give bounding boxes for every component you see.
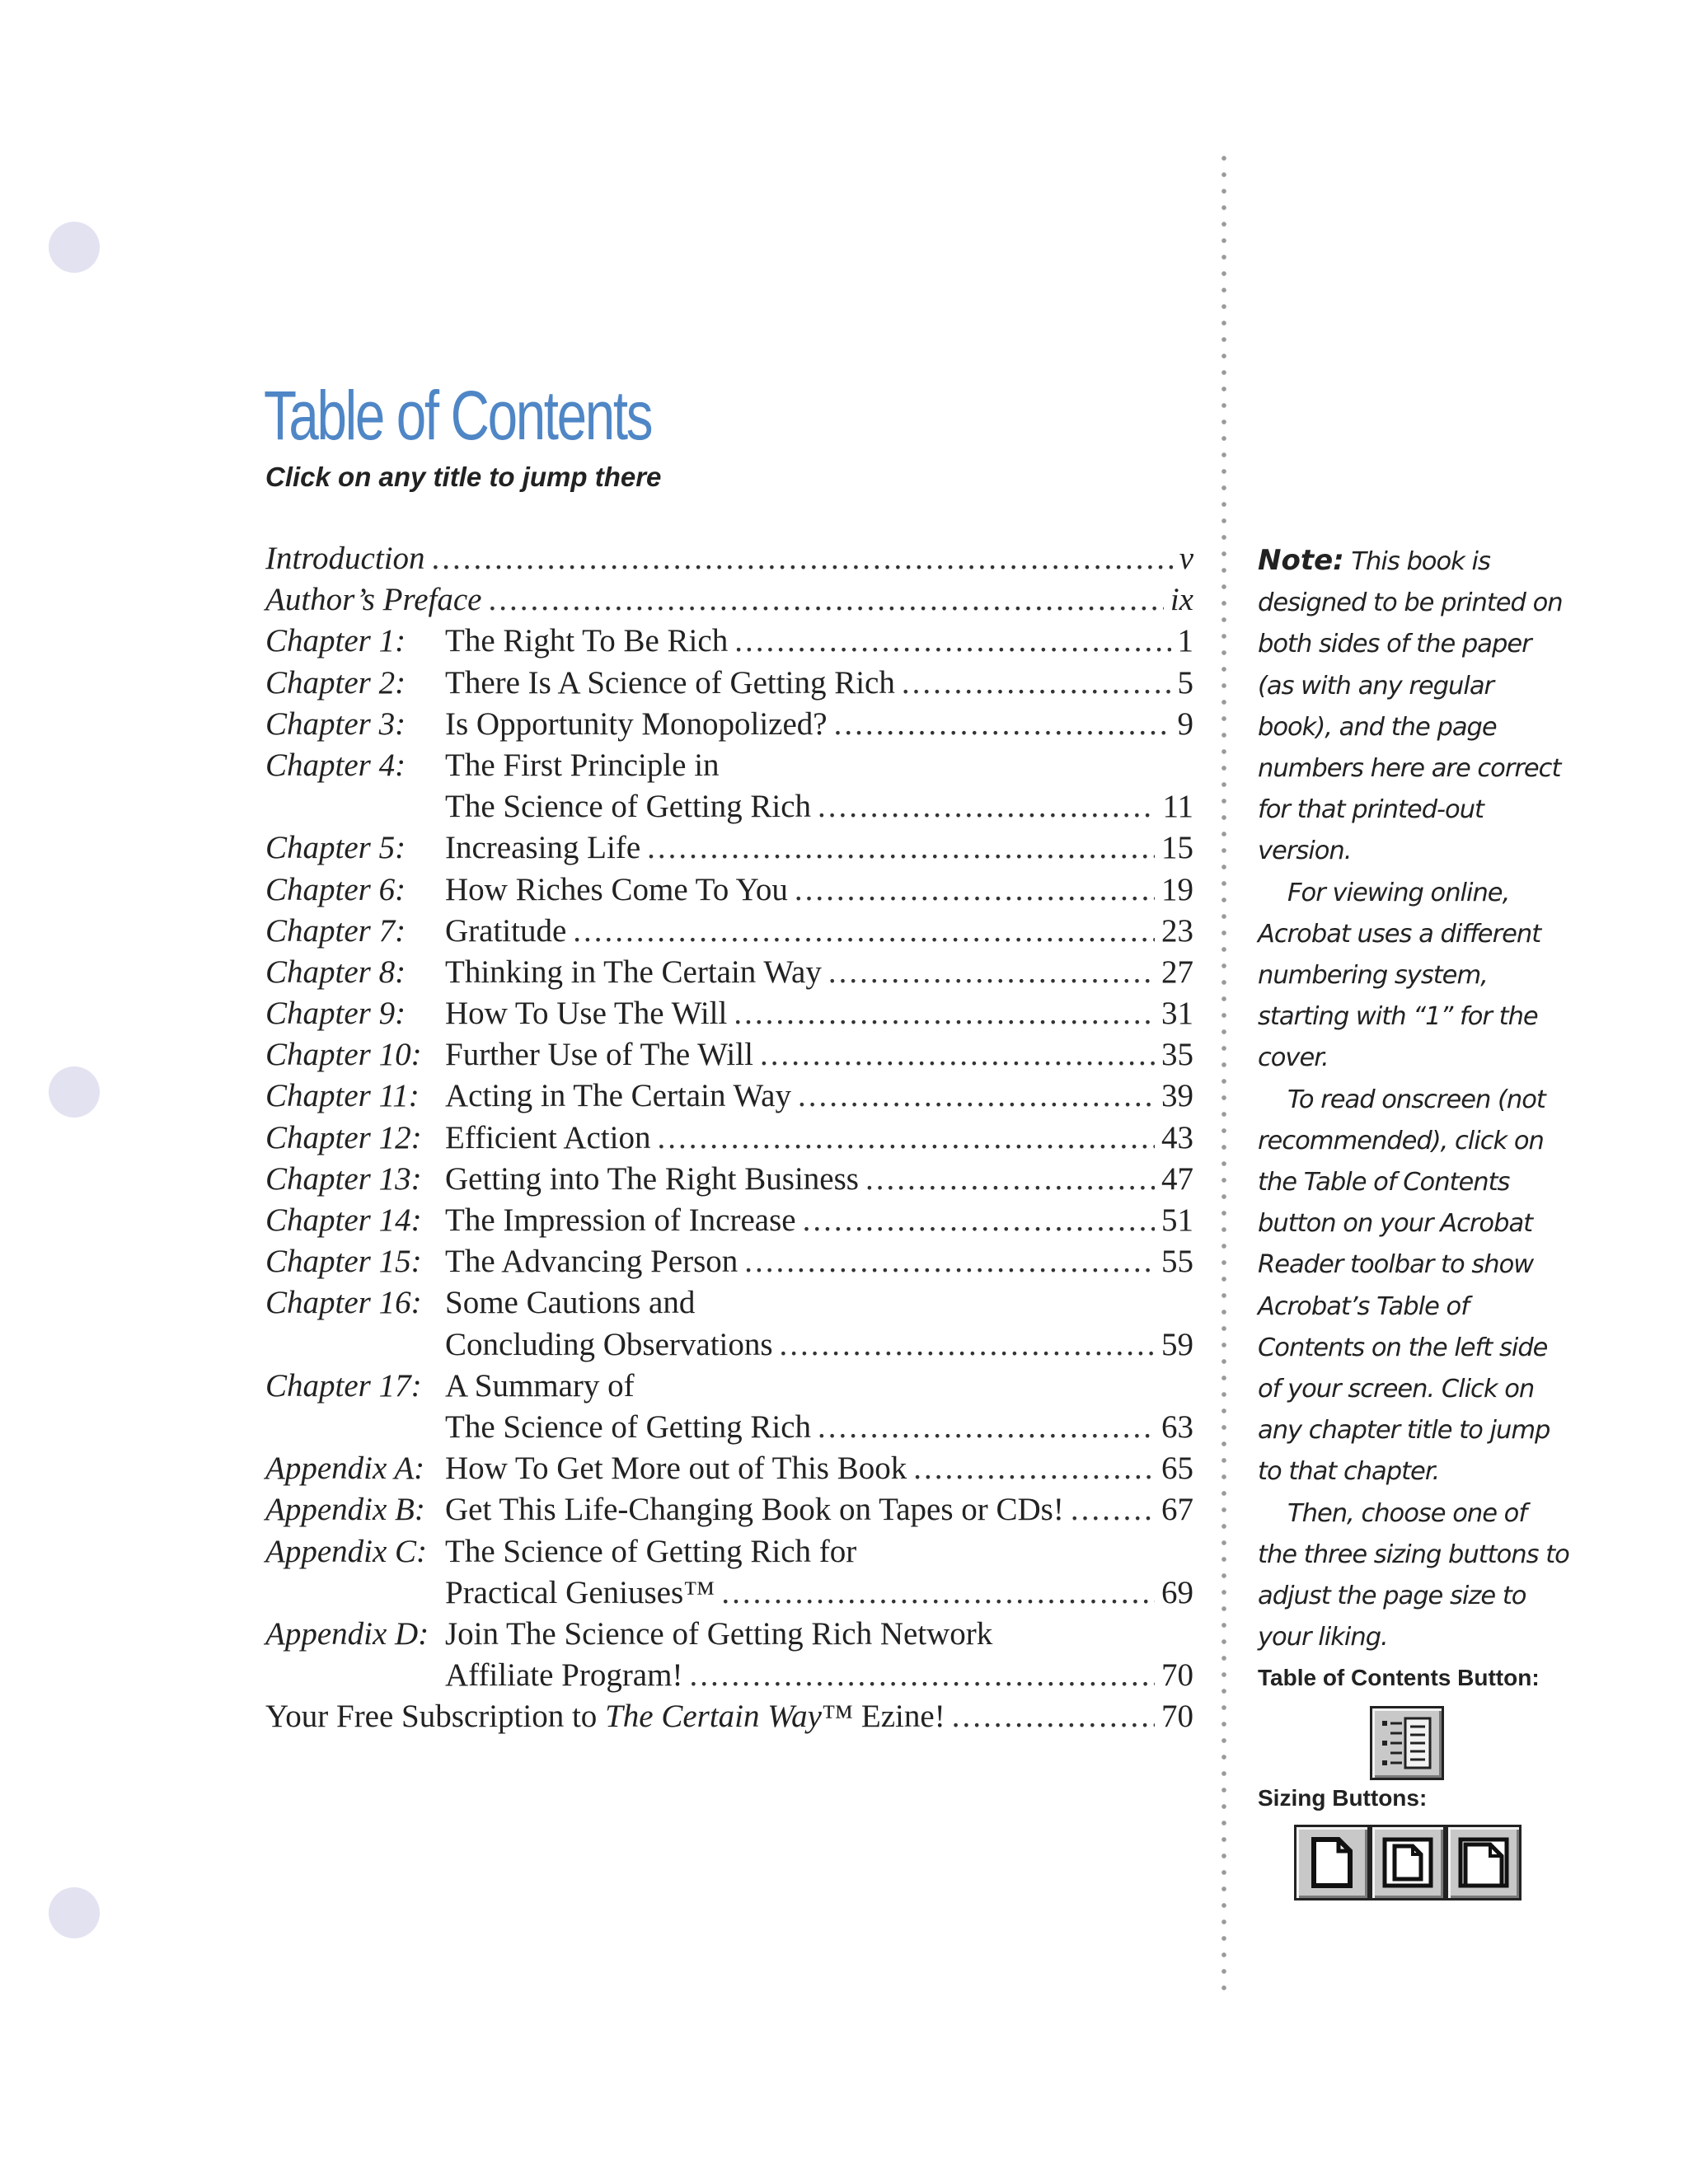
note-paragraph-2: For viewing online, Acrobat uses a different numbering system, starting with “1” for the cover. — [1258, 878, 1541, 1073]
toc-entry[interactable] — [265, 954, 1193, 995]
toc-page-number: 9 — [1177, 705, 1193, 742]
fit-page-icon — [1381, 1836, 1434, 1889]
toc-entry[interactable] — [265, 581, 1193, 622]
dot-leader — [952, 1698, 1155, 1735]
punch-hole — [49, 1066, 100, 1118]
toc-entry[interactable] — [265, 622, 1193, 663]
toc-entry-line — [265, 581, 1193, 622]
dot-leader — [760, 1036, 1155, 1073]
toc-entry[interactable] — [265, 829, 1193, 870]
toc-entry-title: Concluding Observations — [445, 1326, 773, 1362]
toc-entry-title: How To Use The Will — [445, 996, 728, 1032]
sizing-buttons-label: Sizing Buttons: — [1258, 1785, 1428, 1811]
toc-page-number: 5 — [1177, 664, 1193, 701]
toc-entry[interactable] — [265, 1036, 1193, 1077]
toc-page-number: 15 — [1161, 830, 1193, 866]
toc-entry[interactable] — [265, 1615, 1193, 1698]
toc-entry-line — [265, 1615, 1193, 1657]
toc-entry[interactable] — [265, 664, 1193, 705]
toc-entry-title: A Summary of — [445, 1367, 635, 1404]
fit-page-button[interactable] — [1370, 1825, 1446, 1900]
toc-page-number: ix — [1170, 582, 1193, 618]
toc-entry-line — [265, 829, 1193, 870]
toc-entry-line — [265, 1367, 1193, 1408]
toc-entry-label: Chapter 8: — [265, 954, 406, 990]
toc-entry[interactable] — [265, 1450, 1193, 1491]
toc-entry-line — [265, 1326, 1193, 1367]
dot-leader — [902, 664, 1171, 701]
toc-page-number: 35 — [1161, 1037, 1193, 1073]
toc-page-number: 63 — [1161, 1408, 1193, 1445]
toc-entry-label: Chapter 6: — [265, 871, 406, 907]
toc-entry-title: Gratitude — [445, 912, 567, 949]
toc-entry-title: The Right To Be Rich — [445, 623, 729, 659]
toc-entry-title: Is Opportunity Monopolized? — [445, 705, 828, 742]
toc-entry-label: Appendix D: — [265, 1615, 429, 1652]
toc-entry-title: Practical Geniuses™ — [445, 1574, 715, 1610]
toc-entry-label: Chapter 3: — [265, 705, 406, 742]
actual-size-button[interactable] — [1294, 1825, 1370, 1900]
toc-entry-line — [265, 1243, 1193, 1284]
toc-entry[interactable] — [265, 1367, 1193, 1450]
toc-entry-title: Thinking in The Certain Way — [445, 954, 822, 990]
toc-entry-line — [265, 788, 1193, 829]
dot-leader — [647, 829, 1155, 866]
dot-leader — [818, 1408, 1155, 1446]
toc-entry-label: Chapter 9: — [265, 996, 406, 1032]
punch-hole — [49, 1887, 100, 1938]
toc-page-number: 43 — [1161, 1119, 1193, 1155]
toc-entry[interactable] — [265, 995, 1193, 1036]
toc-entry-subscription[interactable] — [265, 1698, 1193, 1739]
toc-entry-label: Appendix C: — [265, 1533, 428, 1569]
dot-leader — [798, 1077, 1155, 1114]
toc-entry-title: Efficient Action — [445, 1119, 651, 1155]
toc-entry-line — [265, 1533, 1193, 1574]
toc-entry-line — [265, 705, 1193, 747]
toc-entry[interactable] — [265, 747, 1193, 829]
note-panel — [1258, 540, 1571, 1658]
toc-page-number: 11 — [1162, 789, 1193, 825]
toc-entry-line — [265, 1036, 1193, 1077]
actual-size-icon — [1307, 1836, 1357, 1889]
toc-entry-label: Chapter 13: — [265, 1160, 422, 1197]
toc-entry-title: There Is A Science of Getting Rich — [445, 664, 895, 701]
note-lead: Note: — [1258, 544, 1344, 577]
toc-entry-line — [265, 871, 1193, 912]
fit-width-button[interactable] — [1446, 1825, 1522, 1900]
punch-hole — [49, 222, 100, 273]
toc-entry-title: How To Get More out of This Book — [445, 1451, 907, 1487]
page-title: Table of Contents — [264, 377, 652, 454]
toc-page-number: 69 — [1161, 1574, 1193, 1610]
toc-entry[interactable] — [265, 540, 1193, 581]
toc-entry-line — [265, 622, 1193, 663]
toc-entry-label: Author’s Preface — [265, 582, 482, 618]
toc-entry-label: Appendix A: — [265, 1451, 425, 1487]
toc-entry-title: Acting in The Certain Way — [445, 1078, 791, 1114]
toc-entry[interactable] — [265, 1119, 1193, 1160]
table-of-contents-icon — [1377, 1713, 1437, 1773]
dot-leader — [721, 1574, 1155, 1611]
toc-entry-title: Get This Life-Changing Book on Tapes or CDs! — [445, 1492, 1064, 1528]
toc-entry-title: The Advancing Person — [445, 1244, 738, 1280]
toc-entry-title: How Riches Come To You — [445, 871, 788, 907]
toc-page-number: 39 — [1161, 1078, 1193, 1114]
toc-entry-line — [265, 540, 1193, 581]
toc-entry-title: The Science of Getting Rich — [445, 1408, 812, 1445]
toc-entry-title: Getting into The Right Business — [445, 1160, 859, 1197]
toc-entry[interactable] — [265, 1284, 1193, 1366]
toc-entry-line — [265, 995, 1193, 1036]
toc-page-number: 47 — [1161, 1160, 1193, 1197]
toc-entry-line — [265, 1119, 1193, 1160]
toc-entry[interactable] — [265, 1077, 1193, 1118]
toc-entry-line — [265, 1491, 1193, 1532]
table-of-contents — [265, 540, 1193, 1739]
toc-entry-line — [265, 1408, 1193, 1450]
toc-entry-line — [265, 1657, 1193, 1698]
dot-leader — [780, 1326, 1155, 1363]
toc-entry[interactable] — [265, 1491, 1193, 1532]
dot-leader — [818, 788, 1156, 825]
dot-leader — [1071, 1491, 1155, 1528]
toc-entry-title: The Science of Getting Rich for — [445, 1533, 857, 1569]
toc-entry-label: Chapter 4: — [265, 747, 406, 783]
dot-leader — [657, 1119, 1155, 1156]
toc-entry-label: Chapter 17: — [265, 1367, 422, 1404]
dot-leader — [573, 912, 1155, 949]
toc-entry-title: The First Principle in — [445, 747, 720, 783]
toc-entry-label: Chapter 10: — [265, 1037, 422, 1073]
toc-entry-title: Further Use of The Will — [445, 1037, 753, 1073]
toc-entry-label: Chapter 16: — [265, 1285, 422, 1321]
toc-entry-label: Chapter 15: — [265, 1244, 422, 1280]
toc-entry-label: Chapter 11: — [265, 1078, 420, 1114]
note-paragraph-1: This book is designed to be printed on both sides of the paper (as with any regular book), and the page numbers here are correct for that printed-out version. — [1258, 547, 1563, 866]
dot-leader — [828, 954, 1155, 991]
dot-leader — [795, 871, 1155, 908]
toc-entry[interactable] — [265, 1202, 1193, 1243]
dot-leader — [834, 705, 1171, 743]
toc-entry-title: The Impression of Increase — [445, 1202, 796, 1238]
toc-page-number: 59 — [1161, 1326, 1193, 1362]
toc-entry-line — [265, 1284, 1193, 1325]
toc-entry-label: Appendix B: — [265, 1492, 425, 1528]
fit-width-icon — [1457, 1836, 1510, 1889]
dot-leader — [734, 622, 1170, 659]
toc-page-number: 55 — [1161, 1244, 1193, 1280]
toc-entry-label: Introduction — [265, 541, 425, 576]
toc-entry-title: Join The Science of Getting Rich Network — [445, 1615, 993, 1652]
dot-leader — [489, 581, 1164, 618]
note-paragraph-3: To read onscreen (not recommended), click on the Table of Contents button on your Acrobat Reader toolbar to show Acrobat’s Table of Contents on the left side of your screen. Click on any chapter title to jump to that chapter. — [1258, 1085, 1550, 1487]
toc-entry-line — [265, 1202, 1193, 1243]
toc-entry-label: Chapter 2: — [265, 664, 406, 701]
dot-leader — [803, 1202, 1155, 1239]
toc-page-number: 65 — [1161, 1451, 1193, 1487]
toc-page-number: 31 — [1161, 996, 1193, 1032]
toc-entry-line — [265, 1698, 1193, 1739]
toc-entry[interactable] — [265, 1533, 1193, 1615]
toc-entry-label: Chapter 7: — [265, 912, 406, 949]
toc-button-label: Table of Contents Button: — [1258, 1665, 1540, 1690]
toc-entry[interactable] — [265, 1243, 1193, 1284]
toc-page-number: 70 — [1161, 1657, 1193, 1694]
toc-entry-line — [265, 747, 1193, 788]
toc-entry-line — [265, 912, 1193, 954]
toc-page-number: 70 — [1161, 1699, 1193, 1735]
dot-leader — [865, 1160, 1155, 1197]
toc-entry-line — [265, 664, 1193, 705]
toc-page-number: 23 — [1161, 912, 1193, 949]
toc-entry[interactable] — [265, 705, 1193, 747]
dot-leader — [913, 1450, 1155, 1487]
dot-leader — [744, 1243, 1155, 1280]
page-subtitle: Click on any title to jump there — [265, 462, 662, 492]
toc-page-number: 19 — [1161, 871, 1193, 907]
toc-entry-title: Affiliate Program! — [445, 1657, 683, 1694]
toc-entry-label: Chapter 12: — [265, 1119, 422, 1155]
note-paragraph-4: Then, choose one of the three sizing buttons to adjust the page size to your liking. — [1258, 1498, 1569, 1652]
table-of-contents-button[interactable] — [1370, 1706, 1444, 1780]
toc-page-number: 27 — [1161, 954, 1193, 990]
toc-entry-title: Increasing Life — [445, 830, 641, 866]
dot-leader — [432, 540, 1173, 577]
subscription-text: ™ Ezine! — [821, 1699, 945, 1735]
toc-entry-title: The Science of Getting Rich — [445, 789, 812, 825]
toc-entry-title: Some Cautions and — [445, 1285, 696, 1321]
toc-entry-line — [265, 954, 1193, 995]
toc-entry-label: Chapter 5: — [265, 830, 406, 866]
toc-entry-label: Chapter 14: — [265, 1202, 422, 1238]
toc-page-number: 67 — [1161, 1492, 1193, 1528]
toc-entry-label: Chapter 1: — [265, 623, 406, 659]
toc-page-number: 1 — [1177, 623, 1193, 659]
toc-entry-line — [265, 1574, 1193, 1615]
toc-page-number: 51 — [1161, 1202, 1193, 1238]
dot-leader — [689, 1657, 1155, 1694]
subscription-text: The Certain Way — [605, 1699, 822, 1735]
dotted-divider — [1221, 150, 1226, 1996]
subscription-text: Your Free Subscription to — [265, 1699, 606, 1735]
dot-leader — [734, 995, 1155, 1032]
toc-entry-line — [265, 1160, 1193, 1202]
toc-entry[interactable] — [265, 1160, 1193, 1202]
toc-page-number: v — [1179, 541, 1193, 576]
toc-entry[interactable] — [265, 871, 1193, 912]
toc-entry[interactable] — [265, 912, 1193, 954]
toc-entry-line — [265, 1450, 1193, 1491]
toc-entry-line — [265, 1077, 1193, 1118]
